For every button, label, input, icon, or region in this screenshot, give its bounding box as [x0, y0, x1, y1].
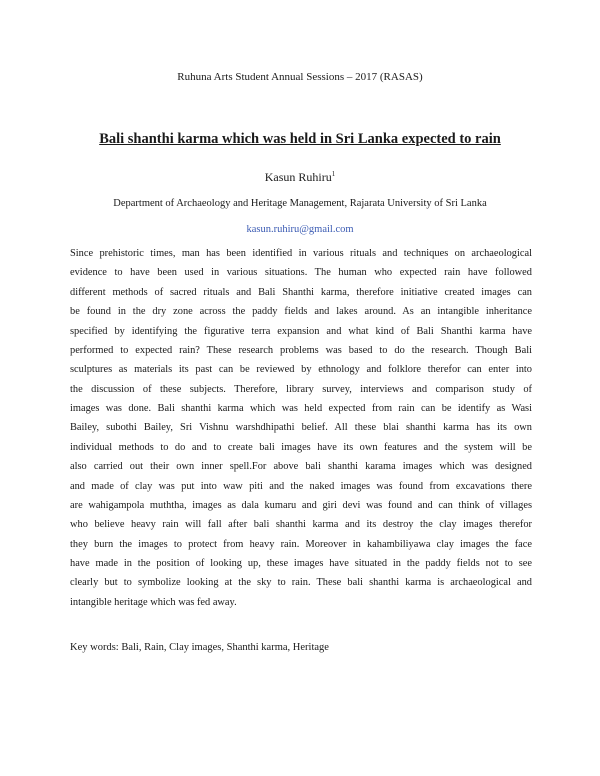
abstract-line: and made of clay was put into waw piti and the naked images was found from excavations there: [70, 480, 532, 492]
abstract-body: [70, 244, 532, 612]
abstract-line: sculptures as materials its past can be reviewed by ethnology and folklore therefor can enter into: [70, 364, 532, 376]
abstract-line: Since prehistoric times, man has been identified in various rituals and techniques on archaeological: [70, 248, 532, 259]
abstract-line: individual methods to do and to create bali images have its own features and the system will be: [70, 441, 532, 453]
abstract-line: the discussion of these subjects. Therefore, library survey, interviews and comparison study of: [70, 383, 532, 395]
paper-title: Bali shanthi karma which was held in Sri Lanka expected to rain: [99, 131, 501, 147]
keywords-line: Key words: Bali, Rain, Clay images, Shanthi karma, Heritage: [70, 642, 329, 653]
author-line: [0, 170, 600, 184]
abstract-line: clearly but to symbolize looking at the sky to rain. These bali shanthi karma is archaeological and: [70, 577, 532, 589]
abstract-line: Bailey, subothi Bailey, Sri Vishnu warshdhipathi belief. All these blai shanthi karma has its own: [70, 422, 532, 434]
abstract-line: be found in the dry zone across the paddy fields and lakes around. As an intangible inheritance: [70, 306, 532, 318]
author-email[interactable]: kasun.ruhiru@gmail.com: [246, 224, 354, 235]
author-name: Kasun Ruhiru: [264, 170, 332, 184]
abstract-line: different methods of sacred rituals and Bali Shanthi karma, therefore initiative created images can: [70, 286, 532, 298]
abstract-line: evidence to have been used in various situations. The human who expected rain have followed: [70, 267, 532, 279]
abstract-line: they burn the images to protect from heavy rain. Moreover in kahambiliyawa clay images the face: [70, 538, 532, 550]
abstract-line: images was done. Bali shanthi karma which was held expected from rain can be identify as Wasi: [70, 403, 532, 414]
abstract-line: who believe heavy rain will fall after bali shanthi karma and its destroy the clay images therefor: [70, 519, 532, 531]
abstract-line: have made in the position of looking up, these images have situated in the paddy fields not to see: [70, 558, 532, 569]
abstract-line: are wahigampola muththa, images as dala kumaru and giri devi was found and can think of villages: [70, 499, 532, 511]
author-affiliation: Department of Archaeology and Heritage Management, Rajarata University of Sri Lanka: [113, 198, 487, 209]
conference-header: Ruhuna Arts Student Annual Sessions – 2017 (RASAS): [177, 71, 423, 83]
abstract-line: specified by identifying the figurative terra expansion and what kind of Bali Shanthi karma have: [70, 325, 532, 337]
abstract-line: performed to expected rain? These research problems was based to do the research. Though Bali: [70, 344, 532, 356]
author-footnote-mark: 1: [331, 170, 336, 178]
abstract-line: intangible heritage which was fed away.: [70, 596, 237, 608]
abstract-line: also carried out their own inner spell.For above bali shanthi karama images which was designed: [70, 461, 532, 473]
